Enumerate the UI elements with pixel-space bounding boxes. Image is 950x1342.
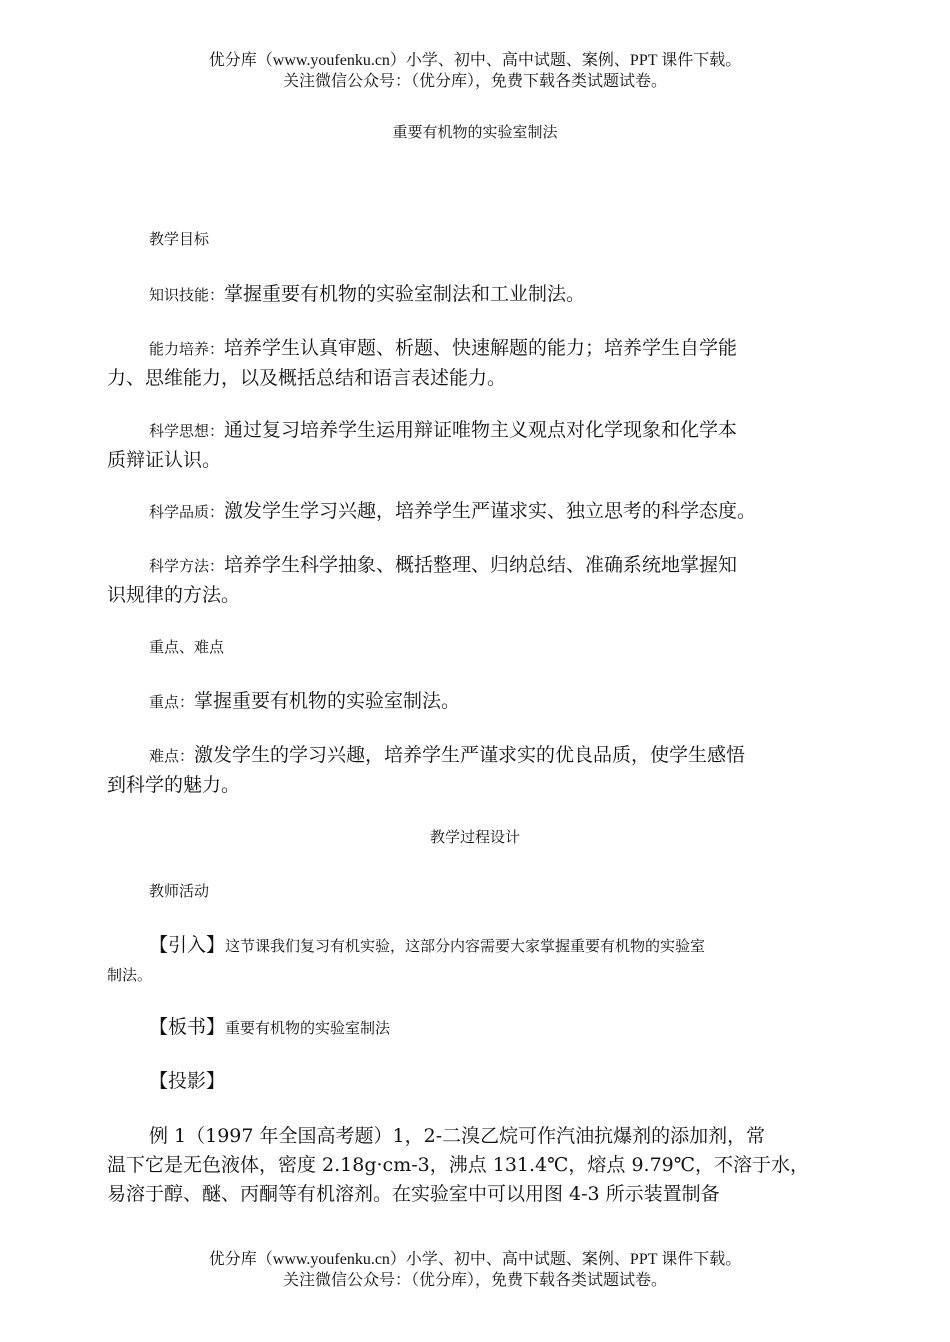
key-label: 重点： <box>149 693 195 711</box>
quality-paragraph <box>107 497 847 527</box>
footer-line-2: 关注微信公众号：（优分库），免费下载各类试题试卷。 <box>282 1272 667 1289</box>
method-label: 科学方法： <box>149 557 225 575</box>
process-heading: 教学过程设计 <box>429 828 520 846</box>
key-text: 掌握重要有机物的实验室制法。 <box>194 690 461 712</box>
footer-line-1: 优分库（www.youfenku.cn）小学、初中、高中试题、案例、PPT 课件下载。 <box>208 1251 742 1268</box>
board-text: 重要有机物的实验室制法 <box>225 1019 391 1037</box>
page-header <box>0 50 950 92</box>
key-difficult-heading: 重点、难点 <box>149 638 225 656</box>
intro-line-1: 这节课我们复习有机实验，这部分内容需要大家掌握重要有机物的实验室 <box>225 937 706 955</box>
difficult-line-2: 到科学的魅力。 <box>107 774 241 796</box>
key-point-paragraph <box>107 687 847 717</box>
knowledge-text: 掌握重要有机物的实验室制法和工业制法。 <box>224 283 586 305</box>
ability-line-1: 培养学生认真审题、析题、快速解题的能力；培养学生自学能 <box>224 337 738 359</box>
knowledge-label: 知识技能： <box>149 286 225 304</box>
teacher-activity-heading: 教师活动 <box>149 882 210 900</box>
header-line-2: 关注微信公众号：（优分库），免费下载各类试题试卷。 <box>282 73 667 90</box>
thinking-line-2: 质辩证认识。 <box>107 449 222 471</box>
thinking-line-1: 通过复习培养学生运用辩证唯物主义观点对化学现象和化学本 <box>224 419 738 441</box>
knowledge-skills-paragraph <box>107 280 847 310</box>
intro-label: 【引入】 <box>149 934 226 956</box>
intro-line-2: 制法。 <box>107 966 153 984</box>
method-paragraph <box>107 551 847 610</box>
example-line-2: 温下它是无色液体，密度 2.18g·cm-3，沸点 131.4℃，熔点 9.79℃，不溶于水， <box>107 1154 809 1176</box>
thinking-paragraph <box>107 416 847 475</box>
method-line-1: 培养学生科学抽象、概括整理、归纳总结、准确系统地掌握知 <box>224 554 738 576</box>
board-paragraph <box>107 1013 847 1043</box>
ability-paragraph <box>107 334 847 393</box>
intro-paragraph <box>107 931 847 990</box>
method-line-2: 识规律的方法。 <box>107 584 241 606</box>
example-1-paragraph <box>107 1122 847 1209</box>
quality-text: 激发学生学习兴趣，培养学生严谨求实、独立思考的科学态度。 <box>224 500 757 522</box>
header-line-1: 优分库（www.youfenku.cn）小学、初中、高中试题、案例、PPT 课件下载。 <box>208 52 742 69</box>
objectives-heading: 教学目标 <box>149 230 210 248</box>
page-footer <box>0 1249 950 1291</box>
difficult-line-1: 激发学生的学习兴趣，培养学生严谨求实的优良品质，使学生感悟 <box>194 744 746 766</box>
example-line-1: 例 1（1997 年全国高考题）1，2-二溴乙烷可作汽油抗爆剂的添加剂，常 <box>149 1125 766 1147</box>
difficult-point-paragraph <box>107 741 847 800</box>
difficult-label: 难点： <box>149 747 195 765</box>
quality-label: 科学品质： <box>149 503 225 521</box>
ability-line-2: 力、思维能力，以及概括总结和语言表述能力。 <box>107 367 507 389</box>
document-title: 重要有机物的实验室制法 <box>392 123 558 141</box>
example-line-3: 易溶于醇、醚、丙酮等有机溶剂。在实验室中可以用图 4-3 所示装置制备 <box>107 1183 720 1205</box>
thinking-label: 科学思想： <box>149 422 225 440</box>
board-label: 【板书】 <box>149 1016 226 1038</box>
ability-label: 能力培养： <box>149 340 225 358</box>
projection-label: 【投影】 <box>149 1070 226 1092</box>
